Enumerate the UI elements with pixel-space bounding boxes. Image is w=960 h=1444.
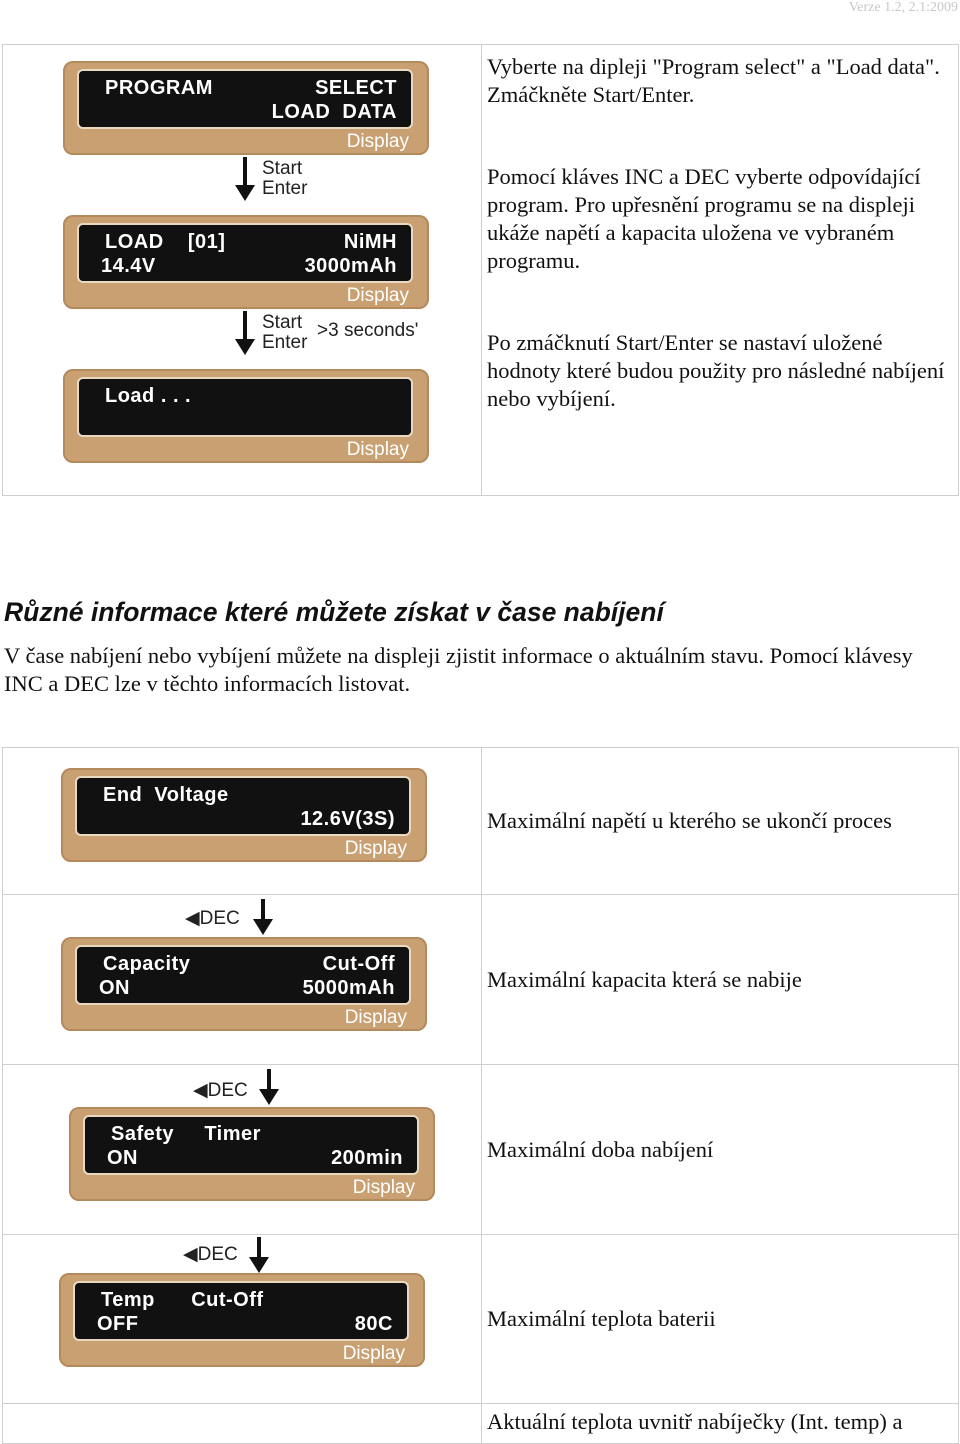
lcd-safety-timer: [69, 1107, 435, 1201]
down-arrow-icon: [233, 157, 257, 203]
down-arrow-icon: [251, 899, 275, 937]
start-enter-label: Start Enter: [262, 158, 308, 199]
table-row: [3, 1065, 959, 1235]
charging-info-table: [2, 747, 959, 1444]
lcd-line1-left: Safety Timer: [111, 1123, 261, 1145]
table-row: [3, 895, 959, 1065]
down-arrow-icon: [247, 1237, 271, 1275]
lcd-line2-left: OFF: [97, 1313, 139, 1335]
lcd-line1-left: End Voltage: [103, 784, 229, 806]
dec-label: ◀DEC: [183, 1244, 238, 1265]
dec-label: ◀DEC: [193, 1080, 248, 1101]
lcd-line1-right: NiMH: [343, 231, 397, 253]
lcd-line1-left: Load . . .: [105, 385, 192, 407]
display-label: Display: [344, 1007, 407, 1028]
lcd-line2-right: 5000mAh: [302, 977, 395, 999]
lcd-line1-right: SELECT: [315, 77, 397, 99]
version-label: Verze 1.2, 2.1:2009: [848, 0, 958, 15]
display-label: Display: [342, 1343, 405, 1364]
row-description: Maximální doba nabíjení: [482, 1065, 959, 1235]
start-enter-label: Start Enter: [262, 312, 308, 353]
row-description: Maximální kapacita která se nabije: [482, 895, 959, 1065]
row-image: [3, 1065, 482, 1235]
table-row: [3, 1235, 959, 1404]
lcd-end-voltage: [61, 768, 427, 862]
lcd-line1-left: Temp Cut-Off: [101, 1289, 264, 1311]
lcd-line1-left: LOAD [01]: [105, 231, 226, 253]
row-description: Aktuální teplota uvnitř nabíječky (Int. temp) a: [482, 1404, 959, 1444]
lcd-line2-left: ON: [99, 977, 130, 999]
hold-duration-label: >3 seconds': [317, 320, 419, 341]
row-description: Maximální teplota baterii: [482, 1235, 959, 1404]
lcd-line1-left: PROGRAM: [105, 77, 213, 99]
lcd-line2-right: 12.6V(3S): [300, 808, 395, 830]
lcd-load-program: [63, 215, 429, 309]
dec-label: ◀DEC: [185, 908, 240, 929]
display-label: Display: [344, 838, 407, 859]
table-row: [3, 1404, 959, 1444]
lcd-line1-left: Capacity: [103, 953, 191, 975]
lcd-line2-right: LOAD DATA: [271, 101, 397, 123]
row-image: [3, 748, 482, 895]
lcd-line2-left: ON: [107, 1147, 138, 1169]
lcd-loading: [63, 369, 429, 463]
row-image: [3, 1404, 482, 1444]
row-description: Maximální napětí u kterého se ukončí proces: [482, 748, 959, 895]
lcd-line2-left: 14.4V: [101, 255, 156, 277]
display-label: Display: [346, 131, 409, 152]
table-row: [3, 748, 959, 895]
program-load-images: [3, 45, 482, 496]
row-image: [3, 1235, 482, 1404]
paragraph: Vyberte na dipleji "Program select" a "Load data". Zmáčkněte Start/Enter.: [487, 54, 940, 107]
paragraph: Po zmáčknutí Start/Enter se nastaví uložené hodnoty které budou použity pro následné nabíjení nebo vybíjení.: [487, 330, 945, 411]
lcd-line2-right: 3000mAh: [304, 255, 397, 277]
paragraph: Pomocí kláves INC a DEC vyberte odpovídající program. Pro upřesnění programu se na displeji ukáže napětí a kapacita uložena ve vybraném programu.: [487, 164, 921, 273]
lcd-program-select: [63, 61, 429, 155]
display-label: Display: [346, 285, 409, 306]
row-image: [3, 895, 482, 1065]
lcd-line2-right: 80C: [354, 1313, 393, 1335]
program-load-table: [2, 44, 959, 496]
lcd-line1-right: Cut-Off: [322, 953, 395, 975]
section-heading: Různé informace které můžete získat v čase nabíjení: [4, 597, 664, 627]
intro-paragraph: V čase nabíjení nebo vybíjení můžete na displeji zjistit informace o aktuálním stavu. Pomocí klávesy INC a DEC lze v těchto informacích listovat.: [4, 643, 913, 696]
down-arrow-icon: [233, 311, 257, 357]
lcd-capacity-cutoff: [61, 937, 427, 1031]
lcd-temp-cutoff: [59, 1273, 425, 1367]
display-label: Display: [346, 439, 409, 460]
down-arrow-icon: [257, 1069, 281, 1107]
lcd-line2-right: 200min: [331, 1147, 403, 1169]
program-load-description: [482, 45, 959, 496]
display-label: Display: [352, 1177, 415, 1198]
